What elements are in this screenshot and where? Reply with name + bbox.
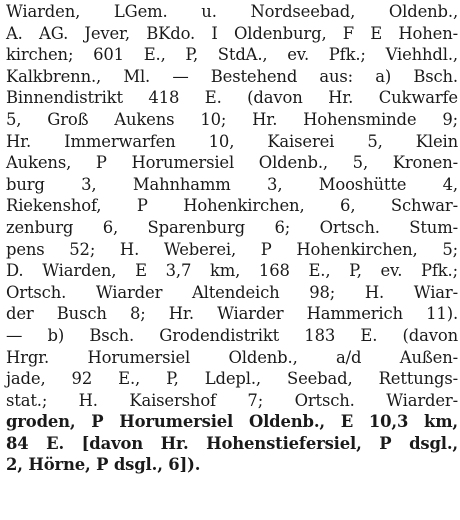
- entry-line: Aukens, P Horumersiel Oldenb., 5, Kronen-: [6, 153, 458, 173]
- entry-line: zenburg 6, Sparenburg 6; Ortsch. Stum-: [6, 217, 458, 237]
- entry-line: A. AG. Jever, BKdo. I Oldenburg, F E Hohen-: [6, 23, 458, 43]
- entry-line: burg 3, Mahnhamm 3, Mooshütte 4,: [6, 174, 458, 194]
- entry-line: Hr. Immerwarfen 10, Kaiserei 5, Klein: [6, 131, 458, 151]
- entry-line: D. Wiarden, E 3,7 km, 168 E., P, ev. Pfk.;: [6, 261, 458, 281]
- entry-line: pens 52; H. Weberei, P Hohenkirchen, 5;: [6, 239, 458, 259]
- entry-line: Hrgr. Horumersiel Oldenb., a/d Außen-: [6, 347, 458, 367]
- entry-line: Kalkbrenn., Ml. — Bestehend aus: a) Bsch.: [6, 66, 458, 86]
- entry-line: kirchen; 601 E., P, StdA., ev. Pfk.; Viehhdl.,: [6, 45, 458, 65]
- entry-line: 5, Groß Aukens 10; Hr. Hohensminde 9;: [6, 109, 458, 129]
- entry-line: der Busch 8; Hr. Wiarder Hammerich 11).: [6, 304, 458, 324]
- entry-line: Ortsch. Wiarder Altendeich 98; H. Wiar-: [6, 282, 458, 302]
- entry-line: — b) Bsch. Grodendistrikt 183 E. (davon: [6, 325, 458, 345]
- entry-line: Riekenshof, P Hohenkirchen, 6, Schwar-: [6, 196, 458, 216]
- entry-line: Binnendistrikt 418 E. (davon Hr. Cukwarfe: [6, 88, 458, 108]
- entry-line: jade, 92 E., P, Ldepl., Seebad, Rettungs-: [6, 369, 458, 389]
- entry-line: 2, Hörne, P dsgl., 6]).: [6, 455, 201, 475]
- entry-line: groden, P Horumersiel Oldenb., E 10,3 km,: [6, 412, 458, 432]
- gazetteer-entry-wiarden: [6, 1, 458, 476]
- entry-line: 84 E. [davon Hr. Hohenstiefersiel, P dsgl.,: [6, 433, 458, 453]
- entry-line: stat.; H. Kaisershof 7; Ortsch. Wiarder-: [6, 390, 458, 410]
- entry-line: Wiarden, LGem. u. Nordseebad, Oldenb.,: [6, 2, 458, 21]
